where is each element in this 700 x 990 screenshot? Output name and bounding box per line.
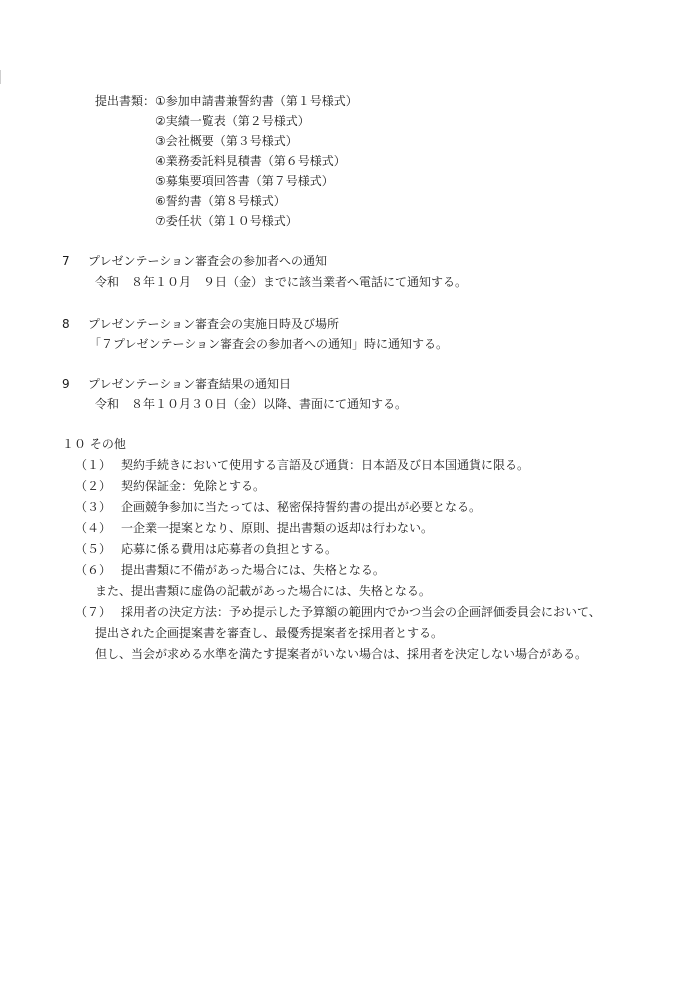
documents-label: 提出書類： bbox=[95, 94, 156, 108]
list-item-text: 契約保証金：免除とする。 bbox=[121, 479, 266, 493]
list-item-text: 企画競争参加に当たっては、秘密保持誓約書の提出が必要となる。 bbox=[121, 500, 482, 514]
list-item-number: （１） bbox=[75, 458, 112, 472]
section-title: プレゼンテーション審査会の参加者への通知 bbox=[88, 254, 328, 268]
section-number: 7 bbox=[62, 254, 70, 268]
document-item: ④業務委託料見積書（第６号様式） bbox=[155, 154, 346, 168]
list-item-number: （３） bbox=[75, 500, 112, 514]
document-item: ⑦委任状（第１０号様式） bbox=[155, 214, 298, 228]
list-item-number: （５） bbox=[75, 542, 112, 556]
list-item-text: 採用者の決定方法：予め提示した予算額の範囲内でかつ当会の企画評価委員会において、 bbox=[121, 605, 601, 619]
list-item-text: 提出書類に不備があった場合には、失格となる。 bbox=[121, 563, 385, 577]
document-item: ②実績一覧表（第２号様式） bbox=[155, 114, 310, 128]
section-title: プレゼンテーション審査結果の通知日 bbox=[88, 377, 292, 391]
document-item: ⑥誓約書（第８号様式） bbox=[155, 194, 286, 208]
section-number: 9 bbox=[62, 377, 70, 391]
list-item-number: （２） bbox=[75, 479, 112, 493]
scan-edge-mark bbox=[0, 70, 1, 84]
section-title: プレゼンテーション審査会の実施日時及び場所 bbox=[88, 317, 340, 331]
list-item-number: （４） bbox=[75, 521, 112, 535]
list-item-text: 一企業一提案となり、原則、提出書類の返却は行わない。 bbox=[121, 521, 434, 535]
list-item-text: 応募に係る費用は応募者の負担とする。 bbox=[121, 542, 338, 556]
list-item-number: （７） bbox=[75, 605, 112, 619]
section-body: 「７プレゼンテーション審査会の参加者への通知」時に通知する。 bbox=[89, 337, 449, 351]
section-heading-other: １０ その他 bbox=[62, 437, 126, 451]
document-item: ③会社概要（第３号様式） bbox=[155, 134, 298, 148]
list-item-text-continued: また、提出書類に虚偽の記載があった場合には、失格となる。 bbox=[95, 584, 431, 598]
list-item-text-continued: 但し、当会が求める水準を満たす提案者がいない場合は、採用者を決定しない場合がある。 bbox=[95, 647, 588, 661]
section-number: 8 bbox=[62, 317, 70, 331]
section-body: 令和 ８年１０月３０日（金）以降、書面にて通知する。 bbox=[95, 397, 408, 411]
section-body: 令和 ８年１０月 ９日（金）までに該当業者へ電話にて通知する。 bbox=[95, 275, 468, 289]
list-item-text: 契約手続きにおいて使用する言語及び通貨：日本語及び日本国通貨に限る。 bbox=[121, 458, 530, 472]
list-item-number: （６） bbox=[75, 563, 112, 577]
list-item-text-continued: 提出された企画提案書を審査し、最優秀提案者を採用者とする。 bbox=[95, 626, 444, 640]
document-item: ①参加申請書兼誓約書（第１号様式） bbox=[155, 94, 358, 108]
document-item: ⑤募集要項回答書（第７号様式） bbox=[155, 174, 334, 188]
